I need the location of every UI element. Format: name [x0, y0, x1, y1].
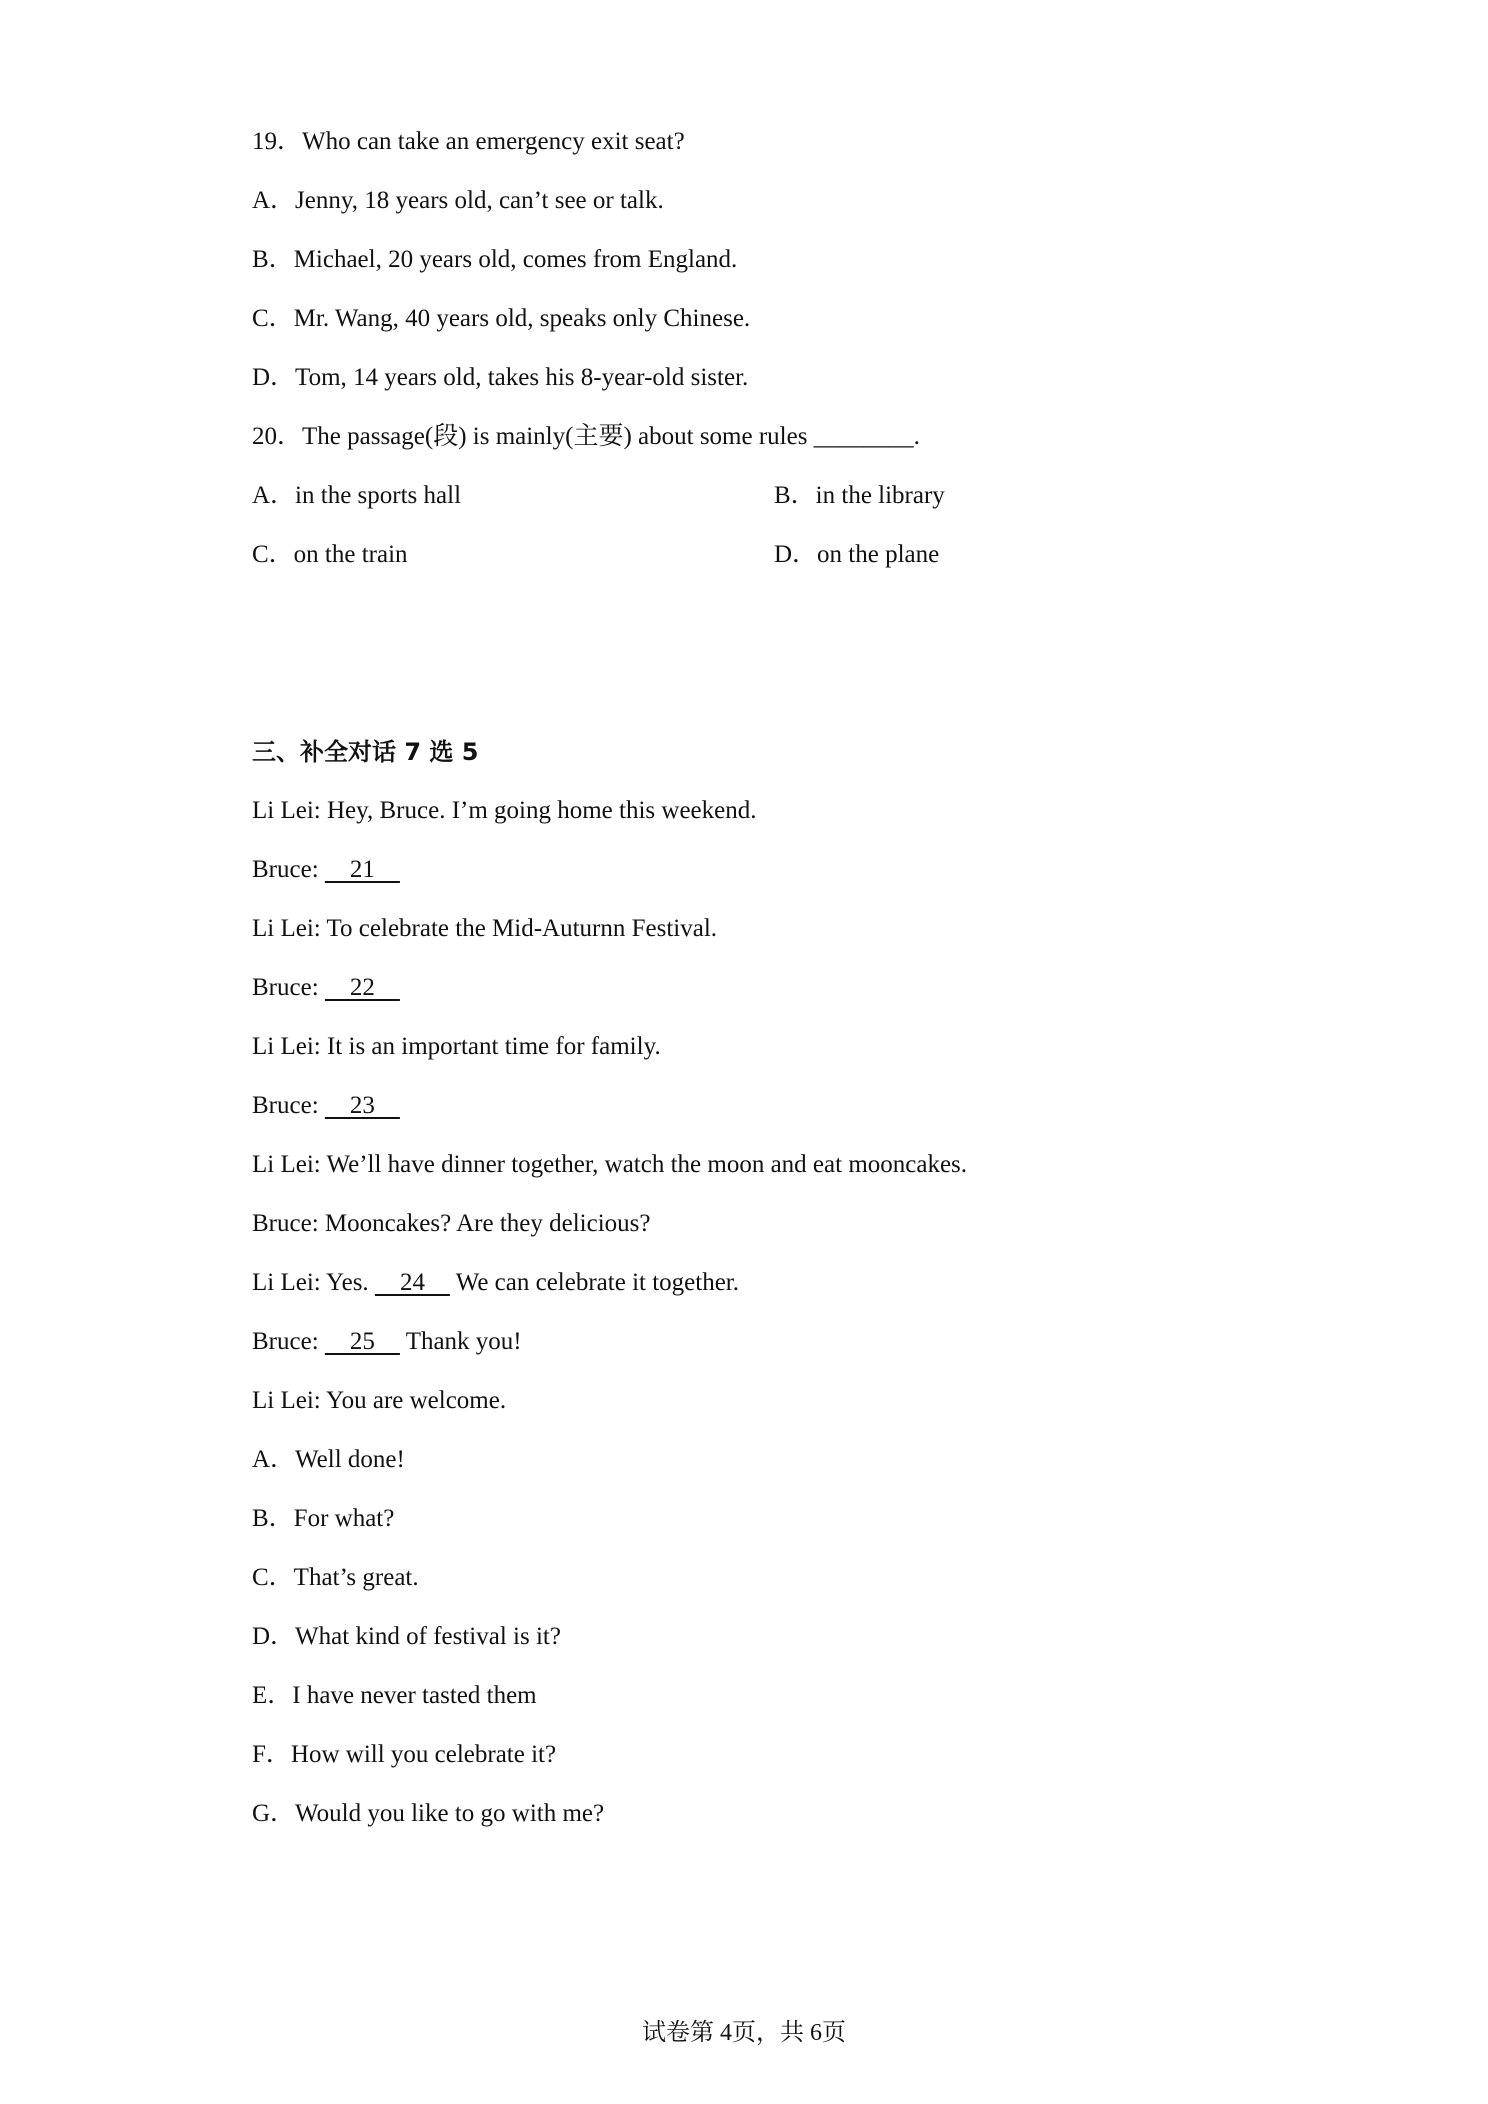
dialogue-option-f: F．How will you celebrate it?: [252, 1741, 557, 1768]
answer-blank-24: 24: [374, 1269, 450, 1296]
dialogue-option-c: C．That’s great.: [252, 1564, 419, 1591]
q20-option-a: A．in the sports hall: [252, 482, 462, 509]
speaker: Bruce:: [252, 1092, 325, 1119]
dialogue-line-8: Bruce: Mooncakes? Are they delicious?: [252, 1210, 651, 1237]
dialogue-option-e: E．I have never tasted them: [252, 1682, 537, 1709]
dialogue-line-1: Li Lei: Hey, Bruce. I’m going home this weekend.: [252, 797, 757, 824]
line-suffix: Thank you!: [399, 1328, 522, 1355]
dialogue-line-4: [252, 971, 400, 1005]
dialogue-option-g: G．Would you like to go with me?: [252, 1800, 605, 1827]
dialogue-option-a: A．Well done!: [252, 1446, 405, 1473]
q19-option-a: A．Jenny, 18 years old, can’t see or talk.: [252, 187, 664, 214]
speaker: Bruce:: [252, 974, 325, 1001]
line-prefix: Li Lei: Yes.: [252, 1269, 375, 1296]
answer-blank-23: 23: [324, 1092, 400, 1119]
section-heading: 三、补全对话 7 选 5: [252, 738, 479, 766]
answer-blank-21: 21: [324, 856, 400, 883]
dialogue-line-11: Li Lei: You are welcome.: [252, 1387, 507, 1414]
speaker: Bruce:: [252, 856, 325, 883]
answer-blank-25: 25: [324, 1328, 400, 1355]
line-suffix: We can celebrate it together.: [449, 1269, 739, 1296]
q19-option-d: D．Tom, 14 years old, takes his 8-year-old sister.: [252, 364, 749, 391]
answer-blank-22: 22: [324, 974, 400, 1001]
q20-option-c: C．on the train: [252, 541, 408, 568]
dialogue-line-7: Li Lei: We’ll have dinner together, watch the moon and eat mooncakes.: [252, 1151, 968, 1178]
q19-option-c: C．Mr. Wang, 40 years old, speaks only Chinese.: [252, 305, 751, 332]
q20-option-d: D．on the plane: [774, 541, 940, 568]
q19-option-b: B．Michael, 20 years old, comes from England.: [252, 246, 738, 273]
dialogue-line-6: [252, 1089, 400, 1123]
dialogue-line-3: Li Lei: To celebrate the Mid-Auturnn Festival.: [252, 915, 718, 942]
dialogue-line-10: [252, 1325, 522, 1359]
dialogue-line-5: Li Lei: It is an important time for family.: [252, 1033, 661, 1060]
page-footer: 试卷第 4页，共 6页: [642, 2020, 846, 2046]
dialogue-line-2: [252, 853, 400, 887]
question-19-stem: 19．Who can take an emergency exit seat?: [252, 128, 685, 155]
q20-option-b: B．in the library: [774, 482, 945, 509]
dialogue-option-d: D．What kind of festival is it?: [252, 1623, 561, 1650]
speaker: Bruce:: [252, 1328, 325, 1355]
dialogue-option-b: B．For what?: [252, 1505, 395, 1532]
dialogue-line-9: [252, 1266, 739, 1300]
question-20-stem: 20．The passage(段) is mainly(主要) about some rules ________.: [252, 423, 920, 450]
